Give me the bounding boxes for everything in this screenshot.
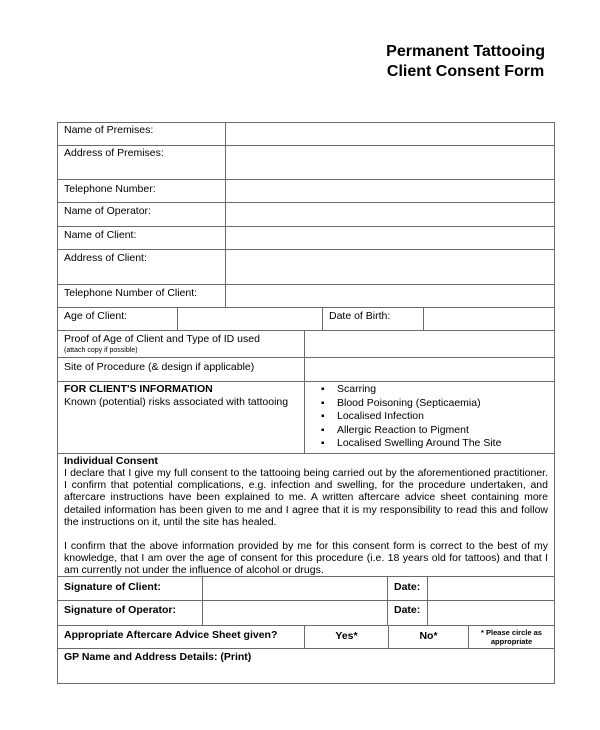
risk-item: ▪ Localised Swelling Around The Site bbox=[315, 437, 554, 451]
info-subheading: Known (potential) risks associated with tattooing bbox=[64, 396, 289, 408]
input-date-of-birth[interactable] bbox=[423, 308, 554, 330]
option-yes[interactable]: Yes* bbox=[304, 626, 388, 648]
label-client-name: Name of Client: bbox=[64, 229, 137, 241]
row-client-information bbox=[57, 382, 555, 454]
input-client-telephone[interactable] bbox=[225, 285, 554, 307]
row-age-dob bbox=[57, 308, 555, 331]
input-proof-of-age[interactable] bbox=[304, 331, 554, 357]
risks-list-cell bbox=[304, 382, 554, 453]
info-heading: FOR CLIENT'S INFORMATION bbox=[64, 383, 213, 395]
label-telephone: Telephone Number: bbox=[64, 183, 156, 195]
aftercare-note: * Please circle as appropriate bbox=[468, 626, 554, 648]
label-date-client: Date: bbox=[387, 577, 427, 600]
consent-paragraph-2: I confirm that the above information provided by me for this consent form is correct to the best of my knowledge, that I am over the age of consent for this procedure (i.e. 18 years old for tattoos) and that I am currently not under the influence of alcohol or drugs. bbox=[64, 540, 548, 577]
input-operator-name[interactable] bbox=[225, 203, 554, 226]
consent-form-table bbox=[57, 122, 555, 684]
risk-item: ▪ Scarring bbox=[315, 383, 554, 397]
row-telephone bbox=[57, 180, 555, 203]
row-premises-address bbox=[57, 146, 555, 180]
consent-heading: Individual Consent bbox=[64, 455, 158, 467]
title-line-1: Permanent Tattooing bbox=[386, 43, 545, 60]
label-date-operator: Date: bbox=[387, 601, 427, 625]
row-client-telephone bbox=[57, 285, 555, 308]
info-labels bbox=[58, 382, 304, 453]
input-client-address[interactable] bbox=[225, 250, 554, 284]
input-client-age[interactable] bbox=[177, 308, 322, 330]
label-proof-of-age bbox=[58, 331, 304, 357]
label-signature-operator: Signature of Operator: bbox=[64, 604, 177, 616]
input-telephone[interactable] bbox=[225, 180, 554, 202]
row-site-of-procedure bbox=[57, 358, 555, 382]
input-date-operator[interactable] bbox=[427, 601, 554, 625]
risk-item: ▪ Localised Infection bbox=[315, 410, 554, 424]
row-client-name bbox=[57, 227, 555, 250]
label-premises-name: Name of Premises: bbox=[64, 124, 154, 136]
label-client-address: Address of Client: bbox=[64, 252, 147, 264]
row-signature-client bbox=[57, 577, 555, 601]
row-premises-name bbox=[57, 122, 555, 146]
consent-paragraph-1: I declare that I give my full consent to the tattooing being carried out by the aforementioned practitioner. I confirm that potential complications, e.g. infection and swelling, for the procedure undertaken, and aftercare instructions have been explained to me. A written aftercare advice sheet containing more detailed information has been given to me and I agree that it is my responsibility to read this and follow the instructions on it, until the site has healed. bbox=[64, 467, 548, 528]
row-client-address bbox=[57, 250, 555, 285]
option-no[interactable]: No* bbox=[388, 626, 468, 648]
label-client-age: Age of Client: bbox=[64, 310, 128, 322]
row-gp-details bbox=[57, 649, 555, 684]
risks-list bbox=[315, 383, 554, 451]
proof-of-age-text: Proof of Age of Client and Type of ID used bbox=[64, 333, 260, 345]
proof-of-age-note: (attach copy if possible) bbox=[64, 347, 138, 354]
label-gp-details[interactable]: GP Name and Address Details: (Print) bbox=[64, 651, 252, 663]
input-signature-operator[interactable] bbox=[202, 601, 387, 625]
form-title bbox=[386, 42, 545, 82]
input-date-client[interactable] bbox=[427, 577, 554, 600]
input-site-of-procedure[interactable] bbox=[304, 358, 554, 381]
input-signature-client[interactable] bbox=[202, 577, 387, 600]
title-line-2: Client Consent Form bbox=[386, 63, 545, 80]
row-proof-of-age bbox=[57, 331, 555, 358]
row-operator-name bbox=[57, 203, 555, 227]
row-signature-operator bbox=[57, 601, 555, 626]
label-signature-client: Signature of Client: bbox=[64, 581, 161, 593]
input-premises-name[interactable] bbox=[225, 123, 554, 145]
label-operator-name: Name of Operator: bbox=[64, 205, 151, 217]
label-premises-address: Address of Premises: bbox=[64, 147, 164, 159]
input-client-name[interactable] bbox=[225, 227, 554, 249]
row-aftercare bbox=[57, 626, 555, 649]
input-premises-address[interactable] bbox=[225, 146, 554, 179]
label-client-telephone: Telephone Number of Client: bbox=[64, 287, 198, 299]
risk-item: ▪ Blood Poisoning (Septicaemia) bbox=[315, 397, 554, 411]
label-site-of-procedure: Site of Procedure (& design if applicable) bbox=[64, 361, 255, 373]
label-date-of-birth: Date of Birth: bbox=[322, 308, 423, 330]
risk-item: ▪ Allergic Reaction to Pigment bbox=[315, 424, 554, 438]
row-individual-consent bbox=[57, 454, 555, 577]
label-aftercare-question: Appropriate Aftercare Advice Sheet given? bbox=[64, 629, 278, 641]
consent-section bbox=[58, 454, 554, 576]
